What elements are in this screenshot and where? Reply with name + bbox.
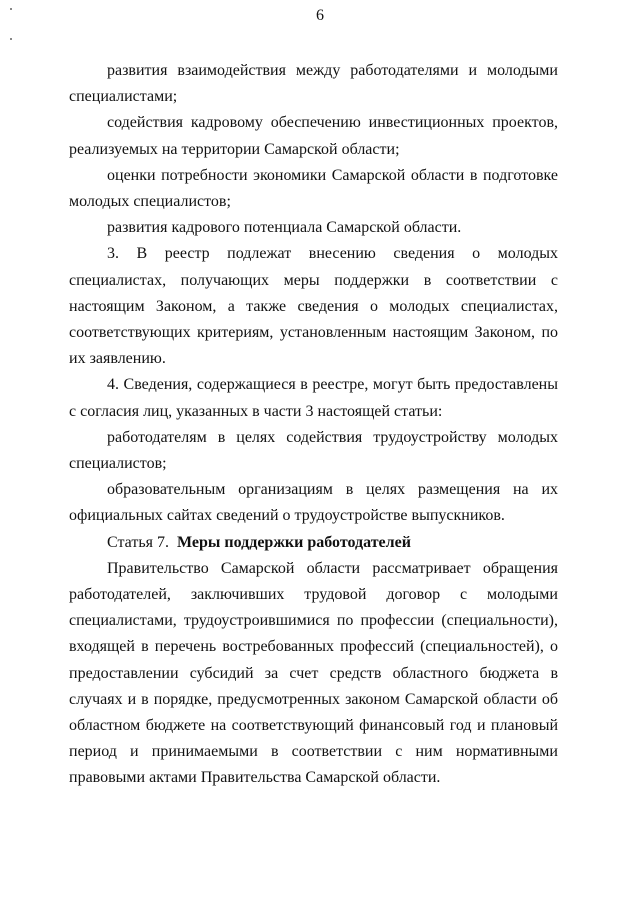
article-title: Меры поддержки работодателей — [176, 533, 411, 551]
paragraph: 3. В реестр подлежат внесению сведения о молодых специалистах, получающих меры поддержки в соответствии с настоящим Законом, а также сведения о молодых специалистах, соответствующих критериям, установленным настоящим Законом, по их заявлению. — [69, 245, 558, 368]
paragraph: содействия кадровому обеспечению инвестиционных проектов, реализуемых на территории Самарской области; — [69, 114, 558, 158]
document-body — [69, 58, 558, 792]
paragraph: работодателям в целях содействия трудоустройству молодых специалистов; — [69, 428, 558, 473]
paragraph: образовательным организациям в целях размещения на их официальных сайтах сведений о трудоустройстве выпускников. — [69, 481, 558, 525]
article-number: Статья 7. — [107, 533, 169, 551]
paragraph: оценки потребности экономики Самарской области в подготовке молодых специалистов; — [69, 166, 558, 211]
page-number: 6 — [316, 7, 324, 24]
paragraph: развития кадрового потенциала Самарской области. — [107, 219, 462, 237]
margin-mark — [10, 38, 12, 40]
paragraph: развития взаимодействия между работодателями и молодыми специалистами; — [69, 62, 558, 106]
paragraph: Правительство Самарской области рассматривает обращения работодателей, заключивших трудовой договор с молодыми специалистами, трудоустроившимися по профессии (специальности), входящей в перечень востребованных профессий (специальностей), о предоставлении субсидий за счет средств областного бюджета в случаях и в порядке, предусмотренных законом Самарской области об областном бюджете на соответствующий финансовый год и плановый период и принимаемыми в соответствии с ним нормативными правовыми актами Правительства Самарской области. — [69, 559, 558, 787]
paragraph: 4. Сведения, содержащиеся в реестре, могут быть предоставлены с согласия лиц, указанных в части 3 настоящей статьи: — [69, 376, 558, 420]
article-heading — [69, 530, 558, 556]
